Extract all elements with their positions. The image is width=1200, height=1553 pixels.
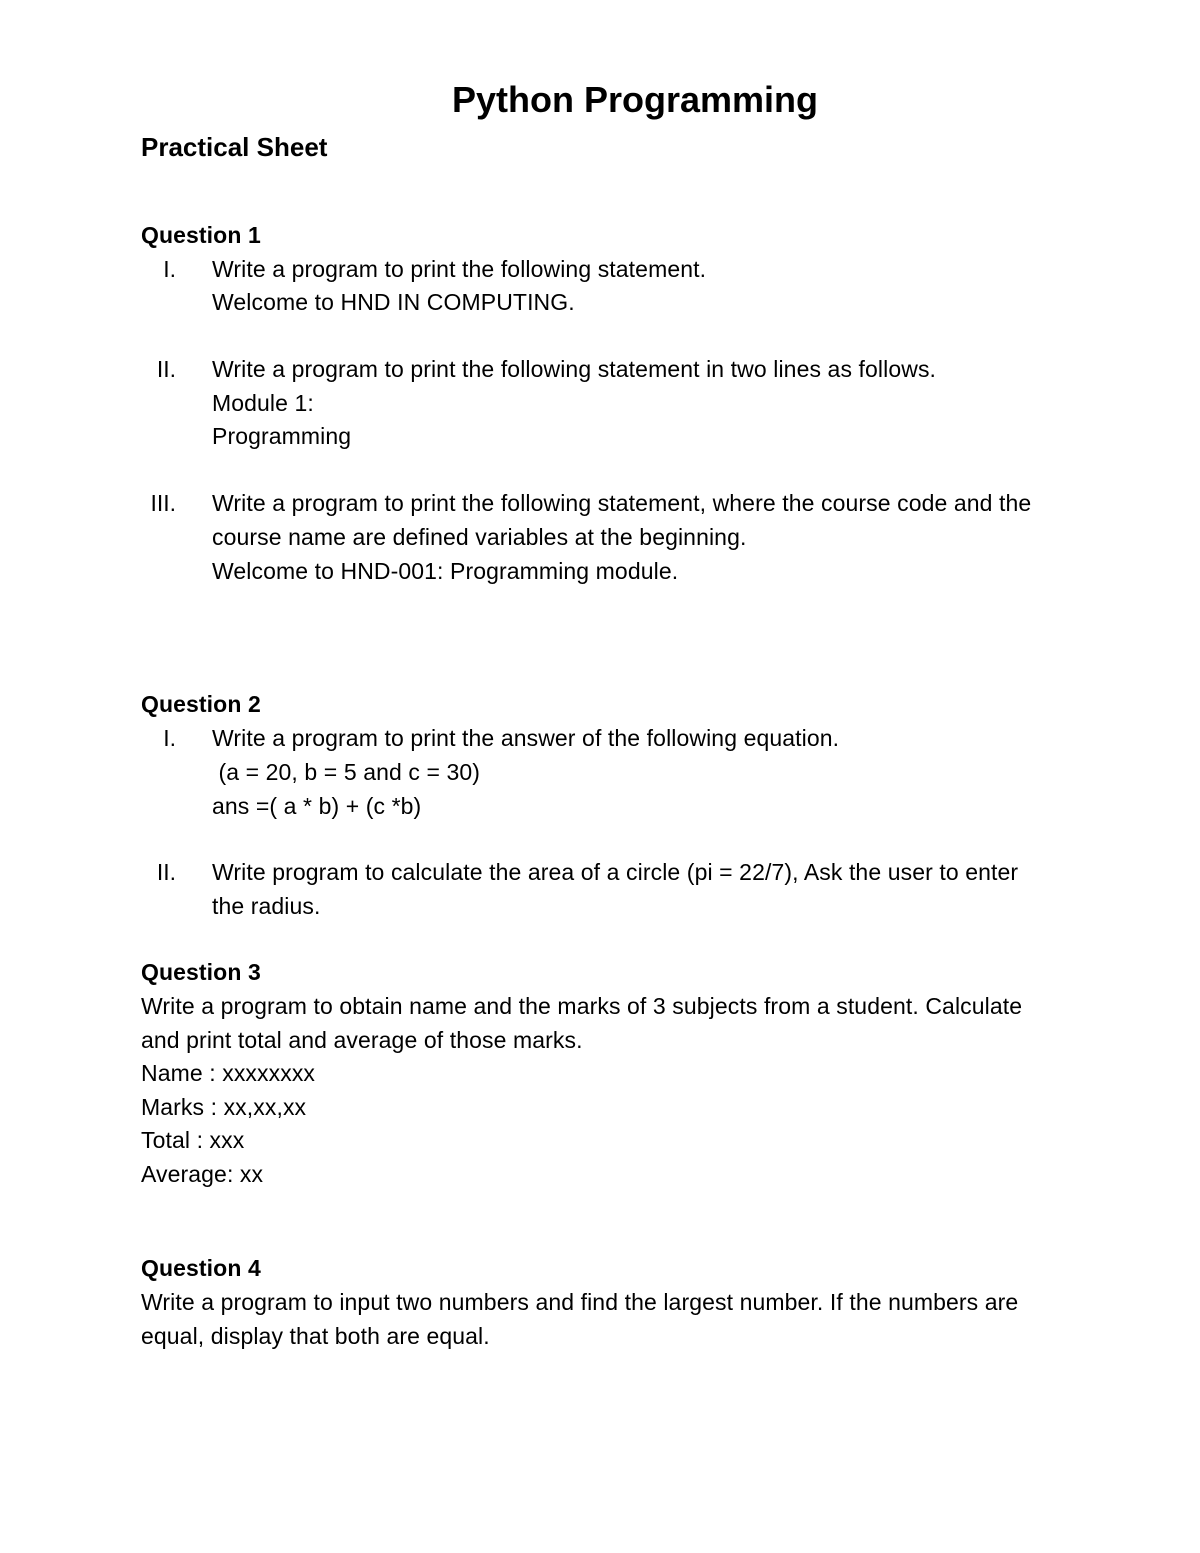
list-marker: I. xyxy=(163,725,176,751)
question-text: Write a program to print the following statement in two lines as follows. xyxy=(212,356,937,382)
question-2-heading: Question 2 xyxy=(141,691,261,717)
question-text: Write a program to input two numbers and find the largest number. If the numbers are xyxy=(141,1289,1019,1315)
question-text: Write a program to print the following statement, where the course code and the xyxy=(212,490,1032,516)
question-text: Total : xxx xyxy=(141,1127,245,1153)
document-title: Python Programming xyxy=(451,79,819,120)
question-4-heading: Question 4 xyxy=(141,1255,261,1281)
list-marker: II. xyxy=(156,859,176,885)
question-1-heading: Question 1 xyxy=(141,222,261,248)
question-text: Marks : xx,xx,xx xyxy=(141,1094,307,1120)
list-marker: III. xyxy=(150,490,176,516)
question-text: ans =( a * b) + (c *b) xyxy=(212,793,422,819)
question-text: Welcome to HND IN COMPUTING. xyxy=(212,289,575,315)
question-text: Average: xx xyxy=(141,1161,264,1187)
question-text: Write program to calculate the area of a circle (pi = 22/7), Ask the user to enter xyxy=(212,859,1019,885)
question-text: Name : xxxxxxxx xyxy=(141,1060,316,1086)
question-text: and print total and average of those marks. xyxy=(141,1027,583,1053)
list-marker: I. xyxy=(163,256,176,282)
question-3-heading: Question 3 xyxy=(141,959,261,985)
question-text: Module 1: xyxy=(212,390,314,416)
question-text: Programming xyxy=(212,423,352,449)
question-text: Welcome to HND-001: Programming module. xyxy=(212,558,679,584)
question-text: (a = 20, b = 5 and c = 30) xyxy=(212,759,481,785)
question-text: equal, display that both are equal. xyxy=(141,1323,490,1349)
question-text: course name are defined variables at the beginning. xyxy=(212,524,747,550)
document-subtitle: Practical Sheet xyxy=(141,132,328,162)
question-text: Write a program to print the answer of the following equation. xyxy=(212,725,840,751)
list-marker: II. xyxy=(156,356,176,382)
question-text: Write a program to obtain name and the marks of 3 subjects from a student. Calculate xyxy=(141,993,1023,1019)
question-text: the radius. xyxy=(212,893,321,919)
question-text: Write a program to print the following statement. xyxy=(212,256,707,282)
